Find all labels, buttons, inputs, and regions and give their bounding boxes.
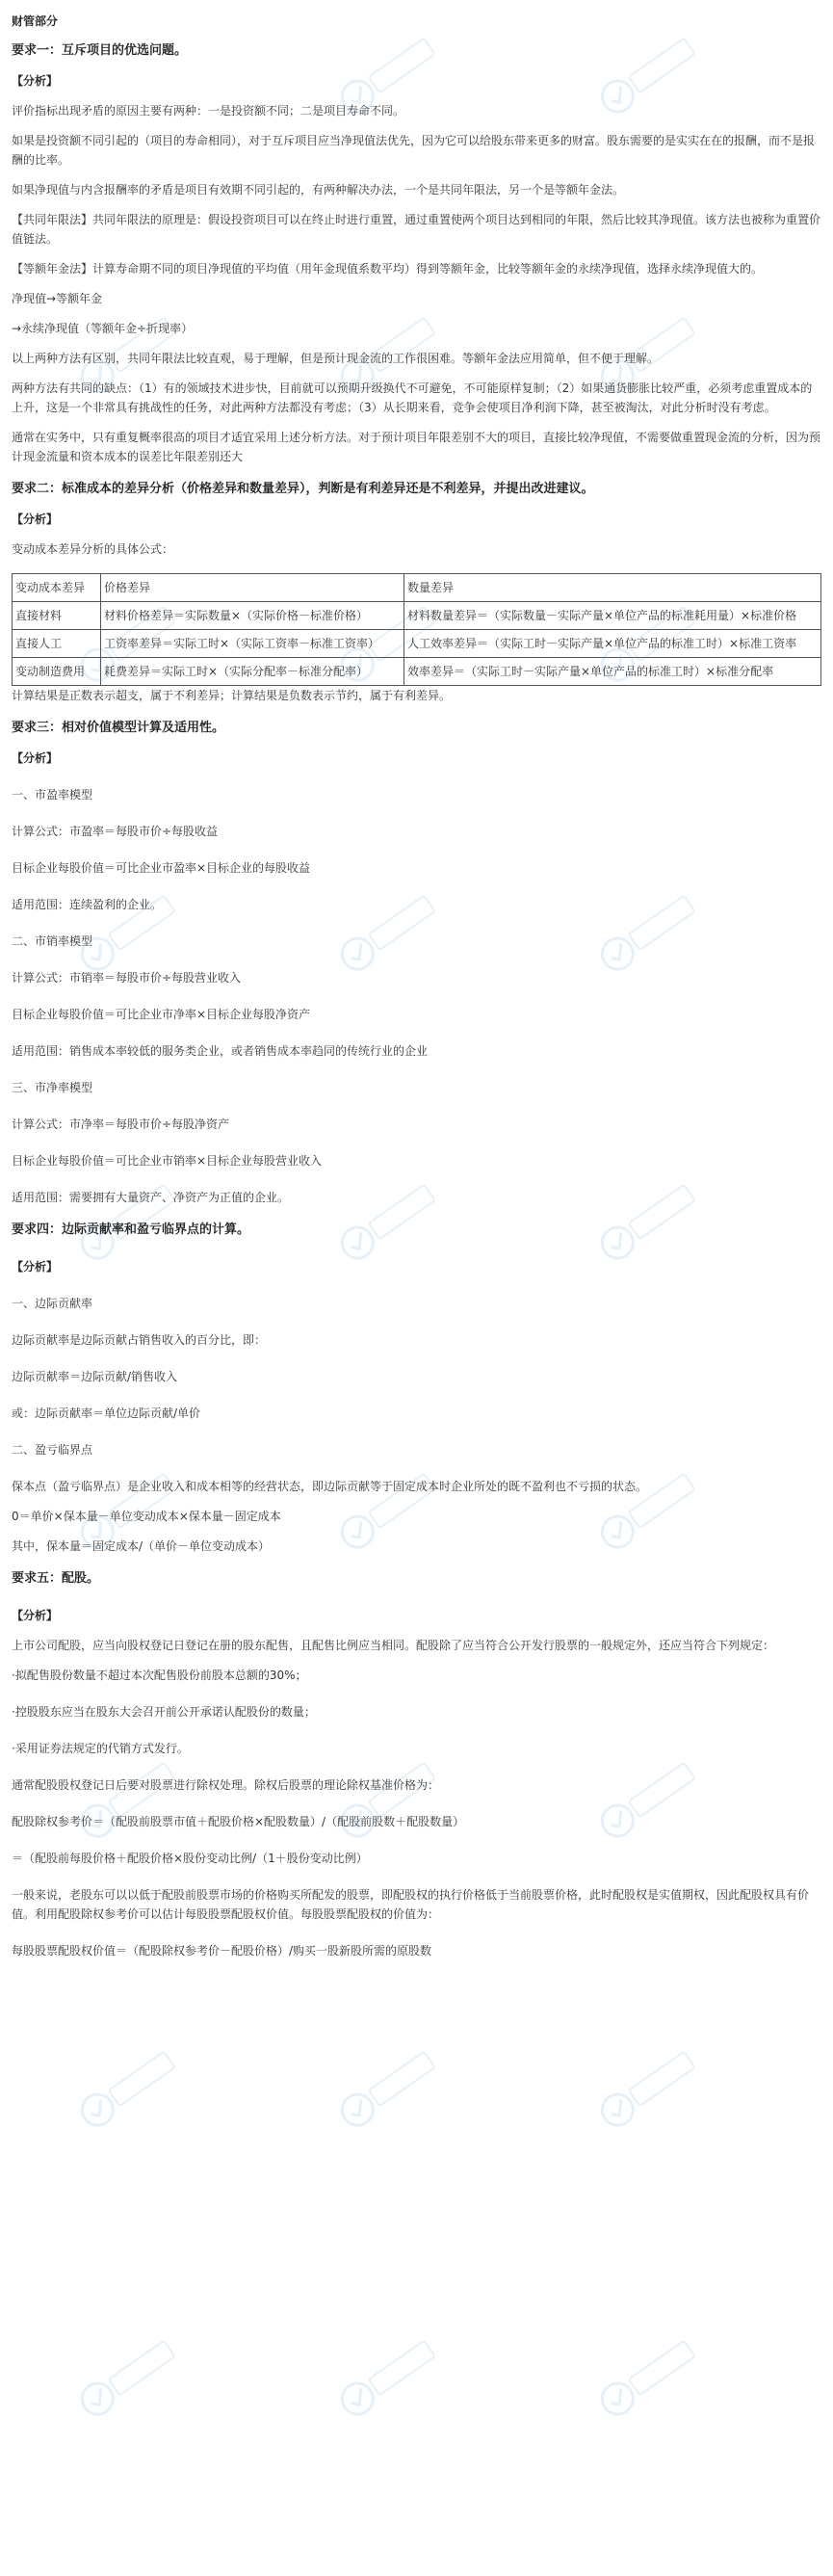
formula-line: 每股股票配股权价值＝（配股除权参考价－配股价格）/购买一股新股所需的原股数	[12, 1944, 432, 1958]
formula-line: 目标企业每股价值＝可比企业市销率×目标企业每股营业收入	[12, 1154, 323, 1168]
table-cell: 变动制造费用	[13, 658, 101, 686]
subheading: 二、市销率模型	[12, 934, 93, 948]
paragraph: 边际贡献率是边际贡献占销售收入的百分比，即：	[12, 1333, 267, 1347]
formula-line: 边际贡献率＝边际贡献/销售收入	[12, 1370, 178, 1383]
paragraph: 以上两种方法有区别，共同年限法比较直观，易于理解，但是预计现金流的工作很困难。等额年金法应用简单，但不便于理解。	[12, 352, 660, 365]
page-title: 财管部分	[12, 14, 59, 28]
requirement-2-section	[12, 480, 822, 705]
paragraph: 保本点（盈亏临界点）是企业收入和成本相等的经营状态，即边际贡献等于固定成本时企业所处的既不盈利也不亏损的状态。	[12, 1480, 648, 1493]
watermark-logo-icon	[318, 2312, 453, 2447]
paragraph: 通常配股股权登记日后要对股票进行除权处理。除权后股票的理论除权基准价格为：	[12, 1778, 440, 1792]
formula-line: 计算公式：市销率＝每股市价÷每股营业收入	[12, 971, 242, 985]
table-cell: 效率差异＝（实际工时－实际产量×单位产品的标准工时）×标准分配率	[404, 658, 821, 686]
scope-line: 适用范围：销售成本率较低的服务类企业，或者销售成本率趋同的传统行业的企业	[12, 1044, 429, 1058]
table-header-cell: 变动成本差异	[13, 574, 101, 602]
formula-line: →永续净现值（等额年金÷折现率）	[12, 322, 194, 335]
formula-line: 或：边际贡献率＝单位边际贡献/单价	[12, 1406, 201, 1420]
subheading: 三、市净率模型	[12, 1081, 93, 1094]
table-header-cell: 数量差异	[404, 574, 821, 602]
table-cell: 材料数量差异＝（实际数量－实际产量×单位产品的标准耗用量）×标准价格	[404, 602, 821, 630]
bullet-item: ·拟配售股份数量不超过本次配售股份前股本总额的30%；	[12, 1669, 307, 1682]
scope-line: 适用范围：连续盈利的企业。	[12, 898, 163, 911]
table-note: 计算结果是正数表示超支，属于不利差异；计算结果是负数表示节约，属于有利差异。	[12, 689, 452, 702]
table-row	[13, 602, 821, 630]
requirement-4-heading: 要求四：边际贡献率和盈亏临界点的计算。	[12, 1222, 250, 1237]
table-row	[13, 658, 821, 686]
requirement-1-heading: 要求一：互斥项目的优选问题。	[12, 43, 188, 58]
paragraph: 一般来说，老股东可以以低于配股前股票市场的价格购买所配发的股票，即配股权的执行价格低于当前股票价格，此时配股权是实值期权，因此配股权具有价值。利用配股除权参考价可以估计每股股票配股权价值。每股股票配股权的价值为：	[12, 1888, 810, 1921]
formula-line: 0＝单价×保本量－单位变动成本×保本量－固定成本	[12, 1510, 281, 1523]
analysis-label: 【分析】	[12, 751, 59, 765]
subheading: 一、市盈率模型	[12, 788, 93, 802]
table-cell: 直接人工	[13, 630, 101, 658]
formula-line: 目标企业每股价值＝可比企业市盈率×目标企业的每股收益	[12, 861, 311, 875]
bullet-item: ·控股股东应当在股东大会召开前公开承诺认配股份的数量；	[12, 1705, 316, 1719]
table-cell: 人工效率差异＝（实际工时－实际产量×单位产品的标准工时）×标准工资率	[404, 630, 821, 658]
paragraph: 通常在实务中，只有重复概率很高的项目才适宜采用上述分析方法。对于预计项目年限差别不大的项目，直接比较净现值，不需要做重置现金流的分析，因为预计现金流量和资本成本的误差比年限差别还大	[12, 431, 821, 463]
formula-line: 目标企业每股价值＝可比企业市净率×目标企业每股净资产	[12, 1008, 311, 1021]
paragraph: 评价指标出现矛盾的原因主要有两种：一是投资额不同；二是项目寿命不同。	[12, 104, 405, 118]
requirement-3-heading: 要求三：相对价值模型计算及适用性。	[12, 721, 225, 735]
subheading: 二、盈亏临界点	[12, 1443, 93, 1457]
document-page	[12, 12, 822, 1960]
paragraph: 如果净现值与内含报酬率的矛盾是项目有效期不同引起的，有两种解决办法，一个是共同年限法，另一个是等额年金法。	[12, 183, 625, 197]
requirement-5-heading: 要求五：配股。	[12, 1571, 100, 1586]
variance-formula-table	[12, 573, 821, 686]
table-row	[13, 630, 821, 658]
paragraph: 如果是投资额不同引起的（项目的寿命相同），对于互斥项目应当净现值法优先，因为它可以给股东带来更多的财富。股东需要的是实实在在的报酬，而不是报酬的比率。	[12, 134, 816, 167]
watermark-logo-icon	[318, 2023, 453, 2158]
formula-line: 配股除权参考价＝（配股前股票市值＋配股价格×配股数量）/（配股前股数＋配股数量）	[12, 1815, 465, 1828]
table-header-cell: 价格差异	[101, 574, 404, 602]
analysis-label: 【分析】	[12, 74, 59, 88]
requirement-3-section	[12, 719, 822, 1207]
formula-line: 计算公式：市盈率＝每股市价÷每股收益	[12, 825, 219, 838]
table-intro: 变动成本差异分析的具体公式：	[12, 542, 174, 556]
formula-line: 计算公式：市净率＝每股市价÷每股净资产	[12, 1117, 230, 1131]
requirement-5-section	[12, 1569, 822, 1960]
table-cell: 材料价格差异＝实际数量×（实际价格－标准价格）	[101, 602, 404, 630]
requirement-2-heading: 要求二：标准成本的差异分析（价格差异和数量差异），判断是有利差异还是不利差异，并提出改进建议。	[12, 482, 594, 496]
subheading: 一、边际贡献率	[12, 1297, 93, 1310]
paragraph: 上市公司配股，应当向股权登记日登记在册的股东配售，且配售比例应当相同。配股除了应当符合公开发行股票的一般规定外，还应当符合下列规定：	[12, 1639, 775, 1652]
analysis-label: 【分析】	[12, 1260, 59, 1274]
formula-line: 净现值→等额年金	[12, 292, 103, 305]
formula-line: ＝（配股前每股价格＋配股价格×股份变动比例/（1＋股份变动比例）	[12, 1852, 368, 1865]
table-cell: 耗费差异＝实际工时×（实际分配率－标准分配率）	[101, 658, 404, 686]
scope-line: 适用范围：需要拥有大量资产、净资产为正值的企业。	[12, 1191, 290, 1204]
watermark-logo-icon	[58, 2023, 193, 2158]
watermark-logo-icon	[578, 2312, 713, 2447]
analysis-label: 【分析】	[12, 513, 59, 526]
paragraph: 两种方法有共同的缺点：（1）有的领域技术进步快，目前就可以预期升级换代不可避免，不可能原样复制；（2）如果通货膨胀比较严重，必须考虑重置成本的上升，这是一个非常具有挑战性的任务，对此两种方法都没有考虑；（3）从长期来看，竞争会使项目净利润下降，甚至被淘汰，对此分析时没有考虑。	[12, 381, 813, 414]
watermark-logo-icon	[578, 2023, 713, 2158]
table-cell: 直接材料	[13, 602, 101, 630]
table-header-row	[13, 574, 821, 602]
requirement-4-section	[12, 1221, 822, 1556]
table-cell: 工资率差异＝实际工时×（实际工资率－标准工资率）	[101, 630, 404, 658]
formula-line: 其中，保本量＝固定成本/（单价－单位变动成本）	[12, 1539, 271, 1553]
paragraph: 【等额年金法】计算寿命期不同的项目净现值的平均值（用年金现值系数平均）得到等额年金，比较等额年金的永续净现值，选择永续净现值大的。	[12, 262, 764, 276]
analysis-label: 【分析】	[12, 1609, 59, 1622]
bullet-item: ·采用证券法规定的代销方式发行。	[12, 1742, 189, 1755]
requirement-1-section	[12, 41, 822, 466]
paragraph: 【共同年限法】共同年限法的原理是：假设投资项目可以在终止时进行重置，通过重置使两个项目达到相同的年限，然后比较其净现值。该方法也被称为重置价值链法。	[12, 213, 821, 246]
watermark-logo-icon	[58, 2312, 193, 2447]
